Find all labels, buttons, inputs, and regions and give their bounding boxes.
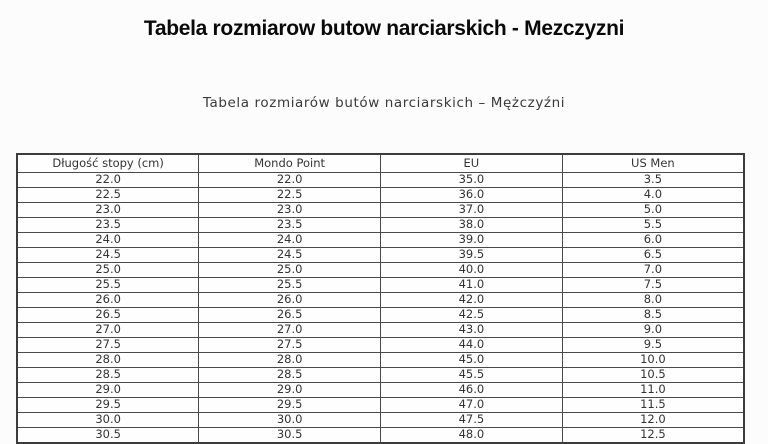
table-cell: 28.5 bbox=[199, 368, 381, 383]
table-cell: 9.0 bbox=[562, 323, 744, 338]
table-row bbox=[17, 263, 744, 278]
table-cell: 39.0 bbox=[381, 233, 563, 248]
table-cell: 24.5 bbox=[17, 248, 199, 263]
table-row bbox=[17, 368, 744, 383]
table-cell: 47.5 bbox=[381, 413, 563, 428]
table-cell: 27.5 bbox=[199, 338, 381, 353]
table-cell: 40.0 bbox=[381, 263, 563, 278]
table-cell: 42.5 bbox=[381, 308, 563, 323]
table-cell: 23.0 bbox=[17, 203, 199, 218]
table-cell: 8.0 bbox=[562, 293, 744, 308]
table-row bbox=[17, 353, 744, 368]
table-cell: 47.0 bbox=[381, 398, 563, 413]
table-row bbox=[17, 203, 744, 218]
table-row bbox=[17, 308, 744, 323]
table-cell: 22.0 bbox=[17, 173, 199, 188]
table-cell: 10.5 bbox=[562, 368, 744, 383]
table-cell: 45.5 bbox=[381, 368, 563, 383]
table-cell: 4.0 bbox=[562, 188, 744, 203]
table-row bbox=[17, 218, 744, 233]
table-cell: 23.5 bbox=[17, 218, 199, 233]
table-cell: 7.0 bbox=[562, 263, 744, 278]
table-cell: 27.0 bbox=[17, 323, 199, 338]
table-cell: 26.0 bbox=[17, 293, 199, 308]
table-cell: 42.0 bbox=[381, 293, 563, 308]
table-cell: 41.0 bbox=[381, 278, 563, 293]
table-cell: 29.5 bbox=[199, 398, 381, 413]
table-body bbox=[17, 173, 744, 444]
page-title: Tabela rozmiarow butow narciarskich - Mezczyzni bbox=[143, 17, 625, 40]
table-cell: 30.5 bbox=[17, 428, 199, 444]
table-cell: 11.5 bbox=[562, 398, 744, 413]
table-cell: 26.0 bbox=[199, 293, 381, 308]
table-cell: 24.0 bbox=[17, 233, 199, 248]
table-cell: 10.0 bbox=[562, 353, 744, 368]
table-cell: 3.5 bbox=[562, 173, 744, 188]
column-header: Mondo Point bbox=[199, 154, 381, 173]
table-cell: 12.0 bbox=[562, 413, 744, 428]
table-cell: 28.0 bbox=[17, 353, 199, 368]
table-cell: 30.0 bbox=[199, 413, 381, 428]
figure-subtitle: Tabela rozmiarów butów narciarskich – Mężczyźni bbox=[202, 95, 566, 111]
table-cell: 25.5 bbox=[199, 278, 381, 293]
table-cell: 35.0 bbox=[381, 173, 563, 188]
table-row bbox=[17, 398, 744, 413]
table-cell: 39.5 bbox=[381, 248, 563, 263]
table-cell: 5.0 bbox=[562, 203, 744, 218]
ski-boot-size-table bbox=[16, 153, 745, 444]
table-cell: 22.5 bbox=[199, 188, 381, 203]
table-cell: 8.5 bbox=[562, 308, 744, 323]
table-row bbox=[17, 188, 744, 203]
table-cell: 30.0 bbox=[17, 413, 199, 428]
table-cell: 23.0 bbox=[199, 203, 381, 218]
table-cell: 30.5 bbox=[199, 428, 381, 444]
table-cell: 24.0 bbox=[199, 233, 381, 248]
table-cell: 45.0 bbox=[381, 353, 563, 368]
table-row bbox=[17, 248, 744, 263]
table-cell: 29.5 bbox=[17, 398, 199, 413]
table-cell: 48.0 bbox=[381, 428, 563, 444]
table-cell: 28.5 bbox=[17, 368, 199, 383]
table-cell: 28.0 bbox=[199, 353, 381, 368]
table-row bbox=[17, 278, 744, 293]
table-cell: 26.5 bbox=[17, 308, 199, 323]
table-header bbox=[17, 154, 744, 173]
table-cell: 43.0 bbox=[381, 323, 563, 338]
table-row bbox=[17, 428, 744, 444]
table-row bbox=[17, 233, 744, 248]
table-cell: 22.0 bbox=[199, 173, 381, 188]
table-cell: 38.0 bbox=[381, 218, 563, 233]
column-header: Długość stopy (cm) bbox=[17, 154, 199, 173]
table-cell: 37.0 bbox=[381, 203, 563, 218]
table-cell: 5.5 bbox=[562, 218, 744, 233]
table-row bbox=[17, 323, 744, 338]
table-cell: 9.5 bbox=[562, 338, 744, 353]
table-cell: 22.5 bbox=[17, 188, 199, 203]
table-cell: 29.0 bbox=[199, 383, 381, 398]
table-cell: 26.5 bbox=[199, 308, 381, 323]
column-header: US Men bbox=[562, 154, 744, 173]
table-row bbox=[17, 338, 744, 353]
table-cell: 44.0 bbox=[381, 338, 563, 353]
table-row bbox=[17, 293, 744, 308]
table-cell: 25.0 bbox=[199, 263, 381, 278]
table-row bbox=[17, 173, 744, 188]
table-cell: 25.0 bbox=[17, 263, 199, 278]
table-cell: 23.5 bbox=[199, 218, 381, 233]
table-row bbox=[17, 383, 744, 398]
table-cell: 11.0 bbox=[562, 383, 744, 398]
table-cell: 36.0 bbox=[381, 188, 563, 203]
table-cell: 6.0 bbox=[562, 233, 744, 248]
table-cell: 29.0 bbox=[17, 383, 199, 398]
table-cell: 27.5 bbox=[17, 338, 199, 353]
table-cell: 46.0 bbox=[381, 383, 563, 398]
table-header-row bbox=[17, 154, 744, 173]
column-header: EU bbox=[381, 154, 563, 173]
table-cell: 12.5 bbox=[562, 428, 744, 444]
table-cell: 6.5 bbox=[562, 248, 744, 263]
table-cell: 25.5 bbox=[17, 278, 199, 293]
table-cell: 27.0 bbox=[199, 323, 381, 338]
table-row bbox=[17, 413, 744, 428]
table-cell: 24.5 bbox=[199, 248, 381, 263]
table-cell: 7.5 bbox=[562, 278, 744, 293]
